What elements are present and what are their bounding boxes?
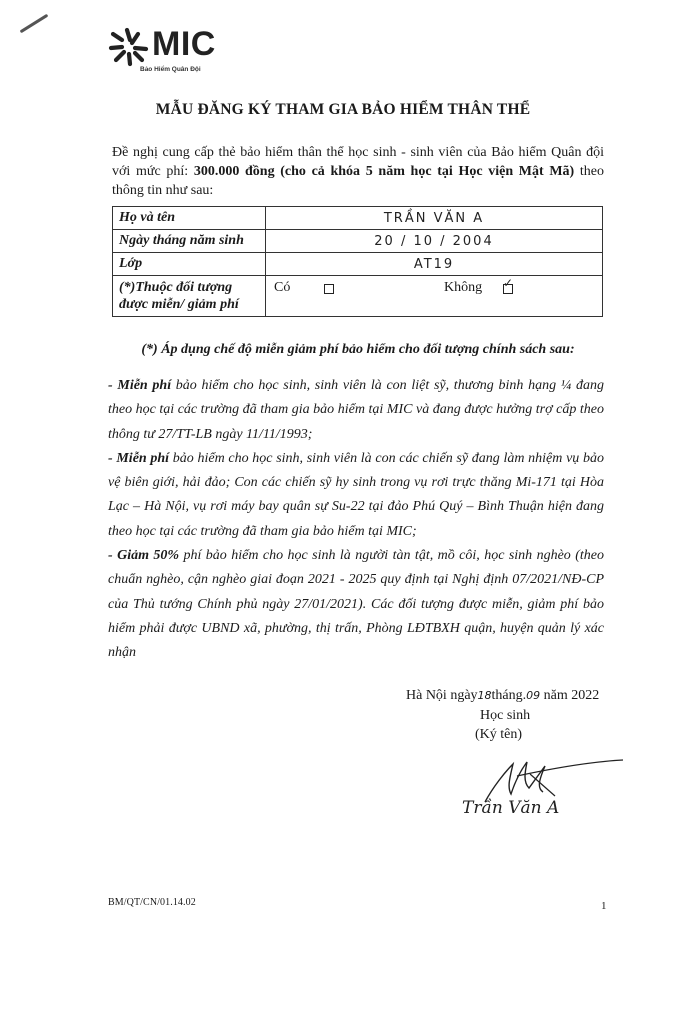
- sign-label: (Ký tên): [475, 727, 523, 742]
- logo-star-icon: [108, 26, 150, 68]
- form-label: (*)Thuộc đối tượng được miễn/ giảm phí: [113, 276, 266, 317]
- form-label: Lớp: [113, 253, 266, 276]
- checkmark-icon: ✓: [503, 276, 514, 290]
- signed-name: Trần Văn A: [462, 798, 560, 818]
- form-row-name: [113, 207, 603, 230]
- document-title: MẪU ĐĂNG KÝ THAM GIA BẢO HIỂM THÂN THỂ: [155, 101, 531, 118]
- form-label: Họ và tên: [113, 207, 266, 230]
- note-text: bảo hiểm cho học sinh, sinh viên là con liệt sỹ, thương binh hạng ¼ đang theo học tại các trường đã tham gia bảo hiểm tại MIC và đang được hưởng trợ cấp theo thông tư 27/TT-LB ngày 11/11/1993;: [108, 378, 604, 442]
- full-name-field[interactable]: TRẦN VĂN A: [266, 207, 603, 230]
- note-lead: - Miễn phí: [108, 450, 170, 466]
- form-row-class: [113, 253, 603, 276]
- stray-pen-mark: [20, 14, 49, 34]
- registration-form-table: [112, 206, 603, 317]
- exemption-options: [266, 276, 603, 317]
- note-item: [108, 374, 604, 447]
- form-label: Ngày tháng năm sinh: [113, 230, 266, 253]
- date-year: năm 2022: [543, 688, 600, 703]
- intro-fee: 300.000 đồng (cho cả khóa 5 năm học tại Học viện Mật Mã): [193, 164, 575, 179]
- signer-role: Học sinh: [480, 708, 531, 723]
- page-number: 1: [601, 900, 607, 912]
- note-lead: - Giảm 50%: [108, 548, 180, 564]
- notes-body: [108, 374, 604, 666]
- form-row-dob: [113, 230, 603, 253]
- date-line: Hà Nội ngày18tháng.09 năm 2022: [406, 688, 600, 703]
- form-row-exemption: [113, 276, 603, 317]
- checkbox-yes[interactable]: [324, 284, 334, 294]
- intro-text-2: theo thông tin như sau:: [112, 164, 605, 198]
- note-lead: - Miễn phí: [108, 378, 172, 393]
- note-item: [108, 544, 604, 665]
- date-prefix: Hà Nội ngày: [406, 688, 478, 703]
- logo-subtitle: Bảo Hiểm Quân Đội: [140, 66, 201, 73]
- date-day[interactable]: 18: [477, 689, 492, 702]
- date-month-label: tháng: [491, 688, 523, 703]
- form-code: BM/QT/CN/01.14.02: [108, 897, 196, 908]
- class-field[interactable]: AT19: [266, 253, 603, 276]
- logo-brand: MIC: [152, 25, 216, 63]
- mic-logo: [108, 26, 238, 80]
- option-no-label: Không: [444, 280, 483, 295]
- date-month[interactable]: 09: [526, 689, 541, 702]
- date-of-birth-field[interactable]: 20 / 10 / 2004: [266, 230, 603, 253]
- note-item: [108, 447, 604, 544]
- intro-text-1: Đề nghị cung cấp thẻ bảo hiểm thân thể học sinh - sinh viên của Bảo hiểm Quân đội với mức phí:: [112, 145, 604, 179]
- note-text: phí bảo hiểm cho học sinh là người tàn tật, mồ côi, học sinh nghèo (theo chuẩn nghèo, cận nghèo giai đoạn 2021 - 2025 quy định tại Nghị định 07/2021/NĐ-CP của Thủ tướng Chính phủ ngày 27/01/2021). Các đối tượng được miễn, giảm phí bảo hiểm phải được UBND xã, phường, thị trấn, Phòng LĐTBXH quận, huyện quản lý xác nhận: [108, 548, 604, 661]
- intro-paragraph: [112, 143, 604, 200]
- note-text: bảo hiểm cho học sinh, sinh viên là con các chiến sỹ đang làm nhiệm vụ bảo vệ biên giới, hải đảo; Con các chiến sỹ hy sinh trong vụ rơi trực thăng Mi-171 tại Hòa Lạc – Hà Nội, vụ rơi máy bay quân sự Su-22 tại đảo Phú Quý – Bình Thuận hiện đang theo học tại các trường đã tham gia bảo hiểm tại MIC;: [108, 450, 604, 539]
- option-yes-label: Có: [274, 280, 291, 295]
- notes-heading: (*) Áp dụng chế độ miễn giảm phí bảo hiểm cho đối tượng chính sách sau:: [141, 342, 575, 357]
